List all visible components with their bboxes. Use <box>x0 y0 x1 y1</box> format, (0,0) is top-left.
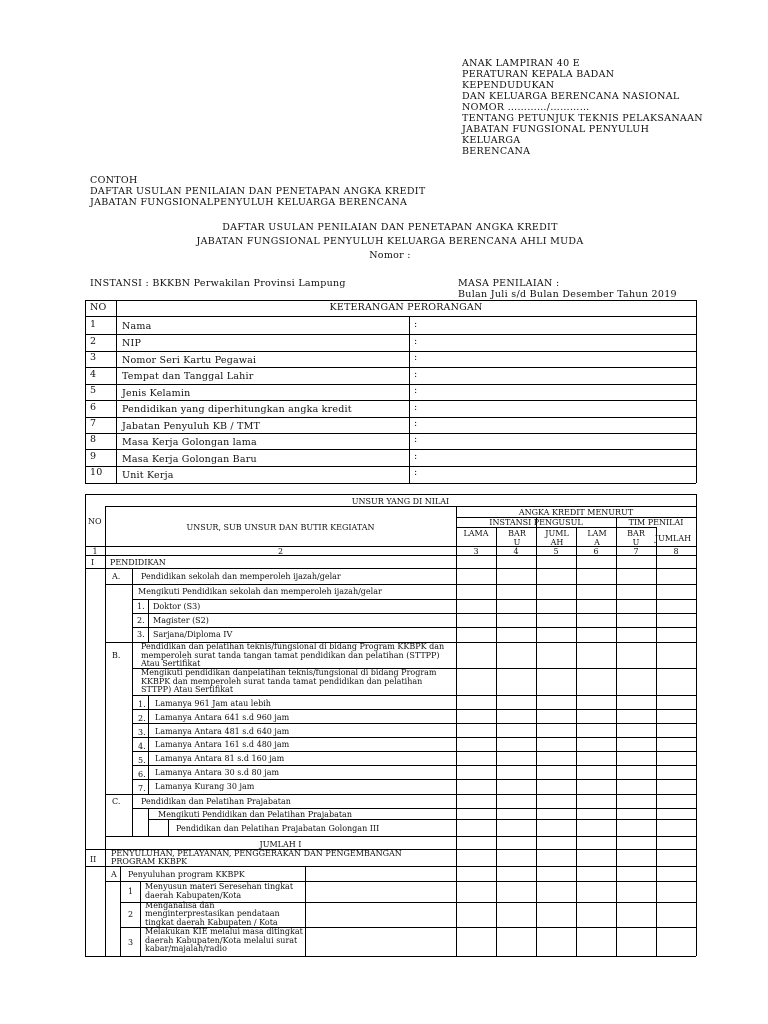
activity-text: Melakukan KIE melalui masa ditingkat daerah Kabupaten/Kota melalui surat kabar/majalah/radio <box>145 927 303 953</box>
eval-colnum: 5 <box>553 547 559 556</box>
degree-number: 3. <box>137 630 145 639</box>
eval-col-jumlah: JUML AH <box>545 529 569 547</box>
masa-penilaian-label: MASA PENILAIAN : <box>458 278 560 289</box>
personal-row-colon: : <box>414 385 418 396</box>
degree-label: Doktor (S3) <box>153 602 201 611</box>
jumlah-i: JUMLAH I <box>259 840 302 849</box>
training-number: 4. <box>138 742 146 751</box>
personal-row-label: Masa Kerja Golongan lama <box>122 437 257 448</box>
eval-colnum: 6 <box>593 547 599 556</box>
training-number: 3. <box>138 728 146 737</box>
eval-colnum: 7 <box>633 547 639 556</box>
eval-unsur-sub: UNSUR, SUB UNSUR DAN BUTIR KEGIATAN <box>186 523 375 532</box>
section-i-number: I <box>91 558 95 567</box>
activity-text: Menganalisa dan menginterprestasikan pendataan tingkat daerah Kabupaten / Kota <box>145 901 280 927</box>
personal-row-label: Nama <box>122 321 152 332</box>
activity-text: Menyusun materi Seresehan tingkat daerah Kabupaten/Kota <box>145 882 294 900</box>
training-label: Lamanya Antara 161 s.d 480 jam <box>155 740 290 749</box>
section-c-letter: C. <box>112 797 121 806</box>
section-b-letter: B. <box>112 651 121 660</box>
attachment-line: PERATURAN KEPALA BADAN <box>462 69 615 80</box>
attachment-line: TENTANG PETUNJUK TEKNIS PELAKSANAAN <box>462 113 703 124</box>
example-line: JABATAN FUNGSIONALPENYULUH KELUARGA BERENCANA <box>90 197 408 208</box>
instansi-line: INSTANSI : BKKBN Perwakilan Provinsi Lampung <box>90 278 346 289</box>
eval-colnum: 3 <box>473 547 479 556</box>
eval-col-lama-tim: LAM A <box>587 529 607 547</box>
section-ii-a-letter: A <box>111 870 117 879</box>
activity-number: 1 <box>128 887 134 896</box>
personal-row-no: 3 <box>90 352 97 363</box>
title-nomor: Nomor : <box>369 250 411 261</box>
example-line: CONTOH <box>90 175 138 186</box>
eval-tim-penilai: TIM PENILAI <box>628 518 684 527</box>
eval-col-no: NO <box>88 517 102 526</box>
section-a-text: Pendidikan sekolah dan memperoleh ijazah/gelar <box>141 572 341 581</box>
eval-col-jumlah-tim: JUMLAH <box>654 534 692 543</box>
personal-col-no: NO <box>90 302 107 313</box>
section-i-title: PENDIDIKAN <box>110 558 166 567</box>
eval-colnum: 4 <box>513 547 519 556</box>
attachment-line: NOMOR …………/………… <box>462 102 590 113</box>
personal-row-colon: : <box>414 369 418 380</box>
section-b-text: Pendidikan dan pelatihan teknis/fungsional di bidang Program KKBPK dan memperoleh surat tanda tangan tamat pendidikan dan pelatihan (STTPP) Atau Sertifikat <box>141 642 445 668</box>
personal-row-colon: : <box>414 451 418 462</box>
personal-row-label: NIP <box>122 338 142 349</box>
personal-row-no: 6 <box>90 402 97 413</box>
personal-row-no: 2 <box>90 336 97 347</box>
section-c-text: Pendidikan dan Pelatihan Prajabatan <box>141 797 291 806</box>
degree-label: Magister (S2) <box>153 616 209 625</box>
section-b-sub: Mengikuti pendidikan danpelatihan teknis/fungsional di bidang Program KKBPK dan memperoleh surat tanda tamat pendidikan dan pelatihan STTPP) Atau Sertifikat <box>141 668 437 694</box>
personal-row-label: Jenis Kelamin <box>122 388 191 399</box>
activity-number: 2 <box>128 910 134 919</box>
attachment-line: DAN KELUARGA BERENCANA NASIONAL <box>462 91 680 102</box>
section-a-letter: A. <box>112 572 121 581</box>
eval-unsur-dinilai: UNSUR YANG DI NILAI <box>351 497 450 506</box>
section-c-subsub: Pendidikan dan Pelatihan Prajabatan Golongan III <box>176 824 380 833</box>
personal-row-no: 9 <box>90 451 97 462</box>
personal-row-no: 7 <box>90 418 97 429</box>
personal-row-colon: : <box>414 319 418 330</box>
section-a-sub: Mengikuti Pendidikan sekolah dan memperoleh ijazah/gelar <box>138 587 382 596</box>
personal-row-label: Masa Kerja Golongan Baru <box>122 454 257 465</box>
personal-row-no: 10 <box>90 467 103 478</box>
personal-row-label: Jabatan Penyuluh KB / TMT <box>122 421 261 432</box>
personal-row-label: Pendidikan yang diperhitungkan angka kredit <box>122 404 352 415</box>
personal-row-colon: : <box>414 336 418 347</box>
eval-instansi-pengusul: INSTANSI PENGUSUL <box>489 518 583 527</box>
personal-row-label: Tempat dan Tanggal Lahir <box>122 371 254 382</box>
degree-number: 2. <box>137 616 145 625</box>
personal-row-colon: : <box>414 402 418 413</box>
section-ii-a-text: Penyuluhan program KKBPK <box>128 870 245 879</box>
training-number: 7. <box>138 784 146 793</box>
title-line: JABATAN FUNGSIONAL PENYULUH KELUARGA BERENCANA AHLI MUDA <box>196 236 584 247</box>
training-label: Lamanya Antara 81 s.d 160 jam <box>155 754 285 763</box>
section-ii-title: PENYULUHAN, PELAYANAN, PENGGERAKAN DAN PENGEMBANGAN PROGRAM KKBPK <box>111 849 402 866</box>
personal-row-no: 8 <box>90 434 97 445</box>
activity-number: 3 <box>128 938 134 947</box>
personal-row-label: Unit Kerja <box>122 470 174 481</box>
personal-col-keterangan: KETERANGAN PERORANGAN <box>329 302 483 313</box>
eval-col-baru: BAR U <box>508 529 526 547</box>
eval-angka-kredit: ANGKA KREDIT MENURUT <box>518 508 634 517</box>
title-line: DAFTAR USULAN PENILAIAN DAN PENETAPAN ANGKA KREDIT <box>222 222 558 233</box>
attachment-line: JABATAN FUNGSIONAL PENYULUH <box>462 124 650 135</box>
training-label: Lamanya Kurang 30 jam <box>155 782 255 791</box>
example-line: DAFTAR USULAN PENILAIAN DAN PENETAPAN ANGKA KREDIT <box>90 186 426 197</box>
eval-colnum: 2 <box>277 547 284 556</box>
training-number: 2. <box>138 714 146 723</box>
attachment-line: KEPENDUDUKAN <box>462 80 555 91</box>
personal-row-colon: : <box>414 418 418 429</box>
attachment-line: BERENCANA <box>462 146 531 157</box>
eval-colnum: 8 <box>673 547 679 556</box>
training-number: 5. <box>138 756 146 765</box>
training-label: Lamanya 961 Jam atau lebih <box>155 699 271 708</box>
training-label: Lamanya Antara 481 s.d 640 jam <box>155 727 290 736</box>
personal-row-colon: : <box>414 352 418 363</box>
personal-row-colon: : <box>414 467 418 478</box>
training-number: 6. <box>138 770 146 779</box>
attachment-line: ANAK LAMPIRAN 40 E <box>462 58 580 69</box>
section-c-sub: Mengikuti Pendidikan dan Pelatihan Prajabatan <box>158 810 352 819</box>
personal-row-no: 1 <box>90 319 97 330</box>
section-ii-number: II <box>90 855 97 864</box>
eval-col-lama: LAMA <box>463 529 489 538</box>
degree-number: 1. <box>137 602 145 611</box>
personal-row-colon: : <box>414 434 418 445</box>
personal-row-no: 4 <box>90 369 97 380</box>
personal-row-label: Nomor Seri Kartu Pegawai <box>122 355 257 366</box>
attachment-line: KELUARGA <box>462 135 521 146</box>
degree-label: Sarjana/Diploma IV <box>153 630 233 639</box>
eval-colnum: 1 <box>92 547 98 556</box>
training-number: 1. <box>138 700 146 709</box>
eval-col-baru-tim: BAR U <box>627 529 645 547</box>
masa-penilaian-value: Bulan Juli s/d Bulan Desember Tahun 2019 <box>458 289 677 300</box>
training-label: Lamanya Antara 30 s.d 80 jam <box>155 768 280 777</box>
training-label: Lamanya Antara 641 s.d 960 jam <box>155 713 290 722</box>
personal-row-no: 5 <box>90 385 97 396</box>
